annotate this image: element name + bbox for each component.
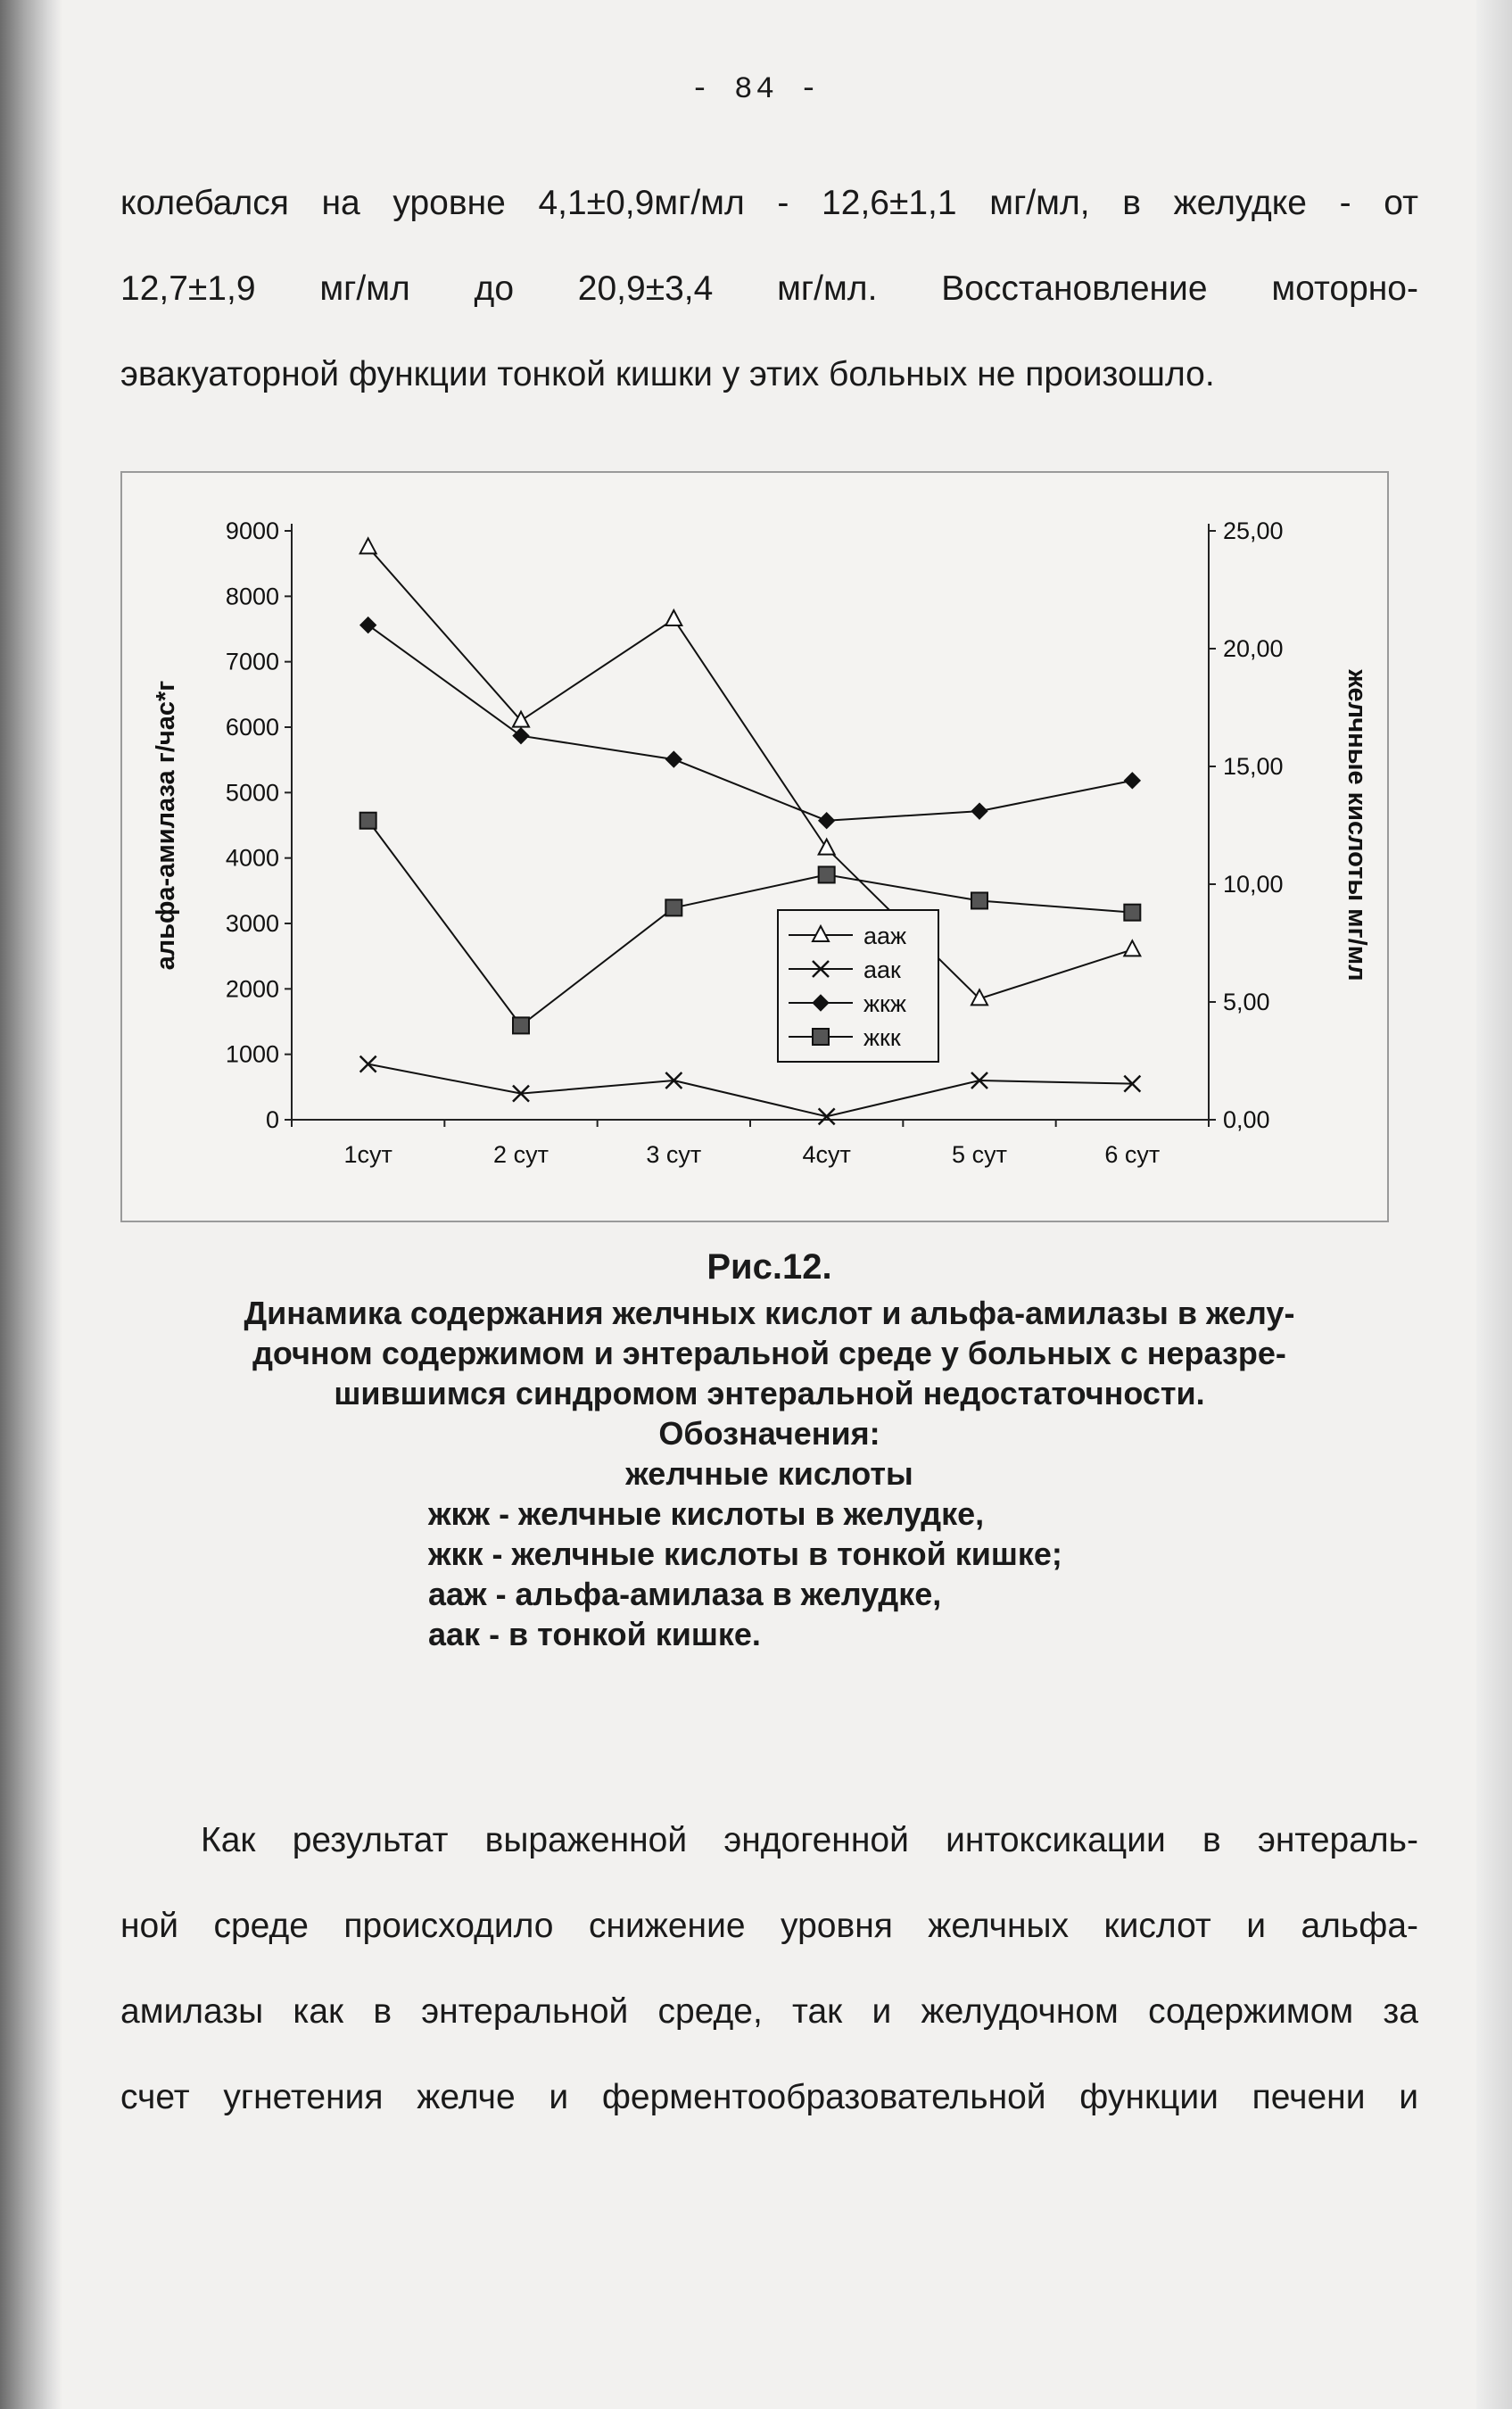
y-left-axis-title: альфа-амилаза г/час*г xyxy=(152,680,180,971)
figure-title: Рис.12. xyxy=(706,1247,832,1287)
x-tick-label: 5 сут xyxy=(952,1141,1007,1168)
data-point-жкк xyxy=(513,1017,529,1033)
left-tick-label: 9000 xyxy=(225,517,279,544)
data-point-жкж xyxy=(665,751,682,767)
figure-caption xyxy=(120,1247,1418,1654)
left-tick-label: 2000 xyxy=(225,975,279,1003)
left-tick-label: 6000 xyxy=(225,714,279,741)
text-line: ной среде происходило снижение уровня желчных кислот и альфа- xyxy=(120,1907,1418,1945)
data-point-жкж xyxy=(360,617,376,633)
legend-label: жкк xyxy=(863,1024,901,1051)
legend-box xyxy=(778,910,938,1062)
legend-label: жкж xyxy=(863,990,906,1017)
x-tick-label: 6 сут xyxy=(1104,1141,1161,1168)
left-tick-label: 5000 xyxy=(225,779,279,807)
data-point-ааж xyxy=(819,840,835,855)
legend-definition: жкк - желчные кислоты в тонкой кишке; xyxy=(428,1536,1062,1572)
text-line: амилазы как в энтеральной среде, так и желудочном содержимом за xyxy=(120,1992,1418,2031)
right-tick-label: 20,00 xyxy=(1223,635,1284,662)
left-tick-label: 3000 xyxy=(225,910,279,937)
series-line-ааж xyxy=(368,547,1133,998)
right-tick-label: 15,00 xyxy=(1223,753,1284,780)
left-tick-label: 1000 xyxy=(225,1040,279,1068)
data-point-ааж xyxy=(1124,940,1140,956)
data-point-жкк xyxy=(665,899,682,915)
text-line: счет угнетения желче и ферментообразовательной функции печени и xyxy=(120,2078,1418,2116)
text-line: эвакуаторной функции тонкой кишки у этих больных не произошло. xyxy=(120,355,1215,393)
data-point-жкж xyxy=(971,803,987,819)
text-line: Как результат выраженной эндогенной интоксикации в энтераль- xyxy=(201,1821,1418,1859)
legend-heading: Обозначения: xyxy=(658,1415,880,1452)
x-tick-label: 1сут xyxy=(343,1141,392,1168)
legend-definitions xyxy=(428,1494,1418,1654)
scan-right-edge xyxy=(1476,0,1512,2409)
right-tick-label: 10,00 xyxy=(1223,871,1284,898)
legend-marker xyxy=(813,1029,829,1045)
legend-label: аак xyxy=(863,956,901,983)
right-tick-label: 0,00 xyxy=(1223,1106,1270,1133)
paragraph-bottom xyxy=(120,1798,1418,2140)
series-line-аак xyxy=(368,1064,1133,1117)
legend-definition: жкж - желчные кислоты в желудке, xyxy=(428,1495,985,1532)
series-line-жкж xyxy=(368,625,1133,821)
data-point-жкк xyxy=(819,866,835,882)
x-tick-label: 2 сут xyxy=(493,1141,549,1168)
text-line: 12,7±1,9 мг/мл до 20,9±3,4 мг/мл. Восстановление моторно- xyxy=(120,269,1418,308)
series-line-жкк xyxy=(368,821,1133,1026)
data-point-аак xyxy=(819,1108,835,1124)
caption-line: дочном содержимом и энтеральной среде у больных с неразре- xyxy=(252,1335,1286,1371)
legend-subheading: желчные кислоты xyxy=(625,1455,913,1492)
x-tick-label: 3 сут xyxy=(646,1141,702,1168)
right-tick-label: 5,00 xyxy=(1223,989,1270,1015)
data-point-жкж xyxy=(819,813,835,829)
data-point-жкж xyxy=(1124,773,1140,789)
data-point-ааж xyxy=(665,610,682,625)
left-tick-label: 7000 xyxy=(225,648,279,675)
data-point-жкк xyxy=(360,813,376,829)
legend-definition: ааж - альфа-амилаза в желудке, xyxy=(428,1576,942,1612)
legend-definition: аак - в тонкой кишке. xyxy=(428,1616,761,1652)
data-point-аак xyxy=(360,1056,376,1072)
caption-line: Динамика содержания желчных кислот и альфа-амилазы в желу- xyxy=(244,1295,1295,1331)
right-tick-label: 25,00 xyxy=(1223,517,1284,544)
legend-label: ааж xyxy=(863,923,907,949)
data-point-жкк xyxy=(971,892,987,908)
left-tick-label: 8000 xyxy=(225,583,279,610)
caption-line: шившимся синдромом энтеральной недостаточности. xyxy=(334,1375,1205,1411)
paragraph-top xyxy=(120,161,1418,418)
y-right-axis-title: желчные кислоты мг/мл xyxy=(1343,669,1371,981)
data-point-жкж xyxy=(513,728,529,744)
data-point-ааж xyxy=(360,538,376,553)
left-tick-label: 4000 xyxy=(225,844,279,872)
data-point-жкк xyxy=(1124,905,1140,921)
scan-edge-shadow xyxy=(0,0,62,2409)
text-line: колебался на уровне 4,1±0,9мг/мл - 12,6±1,1 мг/мл, в желудке - от xyxy=(120,184,1418,222)
chart-frame xyxy=(120,471,1389,1222)
left-tick-label: 0 xyxy=(265,1106,279,1133)
line-chart xyxy=(122,473,1387,1221)
x-tick-label: 4сут xyxy=(802,1141,851,1168)
page-number: - 84 - xyxy=(690,73,822,107)
